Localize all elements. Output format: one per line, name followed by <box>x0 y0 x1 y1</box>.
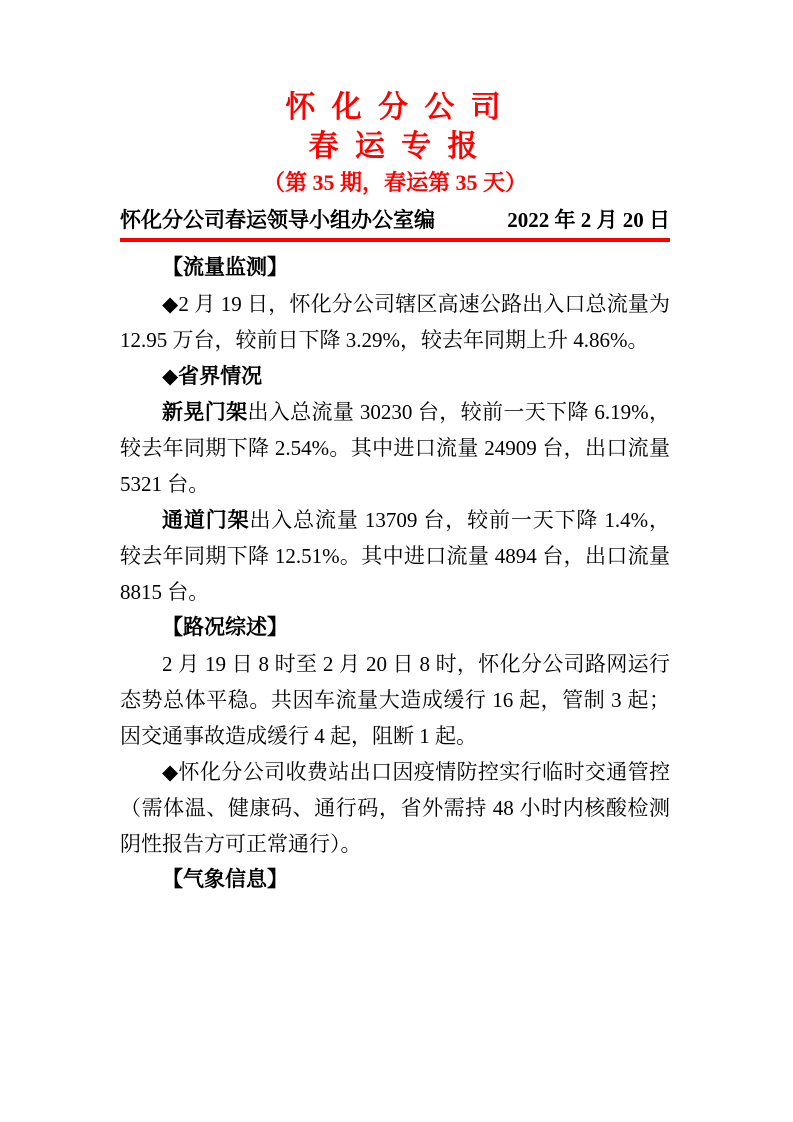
red-divider-line <box>120 238 670 242</box>
diamond-bullet-icon: ◆ <box>162 760 179 784</box>
tongdao-gantry-label: 通道门架 <box>162 508 250 532</box>
paragraph-daily-traffic <box>120 286 670 358</box>
paragraph-road-summary: 2 月 19 日 8 时至 2 月 20 日 8 时，怀化分公司路网运行态势总体平稳。共因车流量大造成缓行 16 起，管制 3 起；因交通事故造成缓行 4 起，阻断 1 起。 <box>120 652 670 748</box>
issue-line: （第 35 期，春运第 35 天） <box>262 170 527 195</box>
masthead <box>120 206 670 234</box>
section-heading-weather: 【气象信息】 <box>162 868 288 891</box>
masthead-date: 2022 年 2 月 20 日 <box>507 208 670 232</box>
subheading-provincial-border: ◆省界情况 <box>162 364 263 388</box>
paragraph-tongdao-gantry <box>120 502 670 610</box>
xinhuang-gantry-text: 出入总流量 30230 台，较前一天下降 6.19%，较去年同期下降 2.54%。其中进口流量 24909 台，出口流量 5321 台。 <box>120 400 671 496</box>
daily-traffic-text: 2 月 19 日，怀化分公司辖区高速公路出入口总流量为 12.95 万台，较前日下降 3.29%，较去年同期上升 4.86%。 <box>120 292 671 352</box>
paragraph-covid-control <box>120 754 670 862</box>
masthead-editor: 怀化分公司春运领导小组办公室编 <box>120 208 435 232</box>
xinhuang-gantry-label: 新晃门架 <box>162 400 248 424</box>
section-heading-traffic-monitor: 【流量监测】 <box>162 256 288 279</box>
paragraph-xinhuang-gantry <box>120 394 670 502</box>
report-title: 春 运 专 报 <box>308 130 482 163</box>
diamond-bullet-icon: ◆ <box>162 292 179 316</box>
covid-control-text: 怀化分公司收费站出口因疫情防控实行临时交通管控（需体温、健康码、通行码，省外需持 48 小时内核酸检测阴性报告方可正常通行）。 <box>120 760 671 856</box>
section-heading-road-conditions: 【路况综述】 <box>162 616 288 639</box>
report-body <box>120 250 670 898</box>
tongdao-gantry-text: 出入总流量 13709 台，较前一天下降 1.4%，较去年同期下降 12.51%。其中进口流量 4894 台，出口流量 8815 台。 <box>120 508 671 604</box>
company-title: 怀 化 分 公 司 <box>285 91 505 124</box>
